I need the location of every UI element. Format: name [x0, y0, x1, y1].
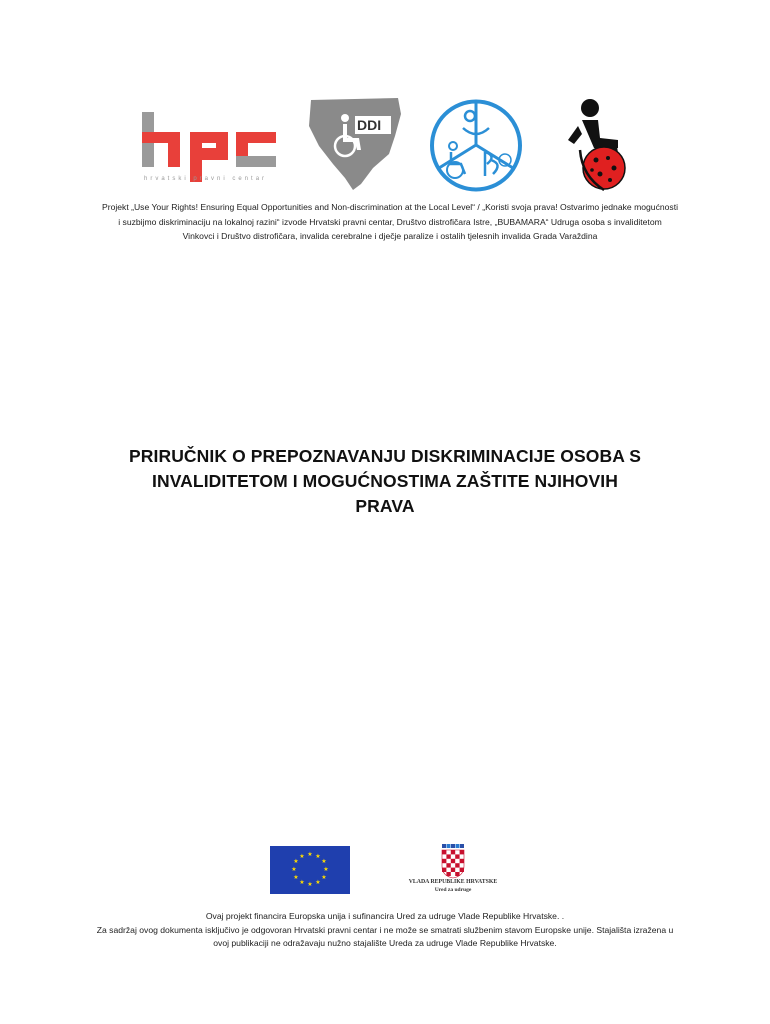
bubamara-logo	[560, 96, 640, 191]
svg-text:★: ★	[299, 853, 305, 860]
svg-text:★: ★	[321, 858, 327, 865]
svg-text:★: ★	[323, 866, 329, 873]
ddi-logo	[303, 96, 405, 196]
svg-text:★: ★	[315, 853, 321, 860]
svg-text:★: ★	[293, 858, 299, 865]
document-title	[60, 444, 710, 519]
hpc-logo	[140, 110, 280, 185]
ddi-logo-text: DDI	[357, 117, 382, 133]
svg-text:★: ★	[291, 866, 297, 873]
svg-text:★: ★	[315, 879, 321, 886]
funding-disclaimer	[50, 910, 720, 951]
hpc-tagline: hrvatski pravni centar	[144, 176, 268, 182]
svg-text:★: ★	[299, 879, 305, 886]
document-title-line: INVALIDITETOM I MOGUĆNOSTIMA ZAŠTITE NJIHOVIH	[152, 471, 618, 491]
project-description-line: Vinkovci i Društvo distrofičara, invalida cerebralne i dječje paralize i ostalih tjelesnih invalida Grada Varaždina	[182, 231, 598, 241]
ddc-logo	[427, 98, 525, 193]
svg-text:★: ★	[321, 874, 327, 881]
svg-text:★: ★	[307, 851, 313, 858]
government-office: Ured za udruge	[434, 887, 472, 893]
document-title-line: PRAVA	[355, 496, 415, 516]
eu-flag-logo	[270, 846, 350, 894]
project-description-line: i suzbijmo diskriminaciju na lokalnoj razini“ izvode Hrvatski pravni centar, Društvo distrofičara Istre, „BUBAMARA“ Udruga osoba s invaliditetom	[118, 216, 662, 227]
funding-disclaimer-line: Za sadržaj ovog dokumenta isključivo je odgovoran Hrvatski pravni centar i ne može se smatrati službenim stavom Europske unije. Stajališta izražena u	[96, 924, 674, 935]
project-description-line: Projekt „Use Your Rights! Ensuring Equal Opportunities and Non-discrimination at the Local Level“ / „Koristi svoja prava! Ostvarimo jednake mogućnosti	[101, 202, 679, 212]
government-name: VLADA REPUBLIKE HRVATSKE	[408, 879, 498, 885]
government-label	[398, 878, 508, 894]
funding-disclaimer-line: Ovaj projekt financira Europska unija i sufinancira Ured za udruge Vlade Republike Hrvatske. .	[205, 911, 565, 921]
svg-text:★: ★	[293, 874, 299, 881]
document-title-line: PRIRUČNIK O PREPOZNAVANJU DISKRIMINACIJE OSOBA S	[128, 446, 642, 466]
project-description	[70, 200, 710, 244]
funding-disclaimer-line: ovoj publikaciji ne odražavaju nužno stajalište Ureda za udruge Vlade Republike Hrvatske.	[213, 938, 557, 948]
svg-text:★: ★	[307, 881, 313, 888]
